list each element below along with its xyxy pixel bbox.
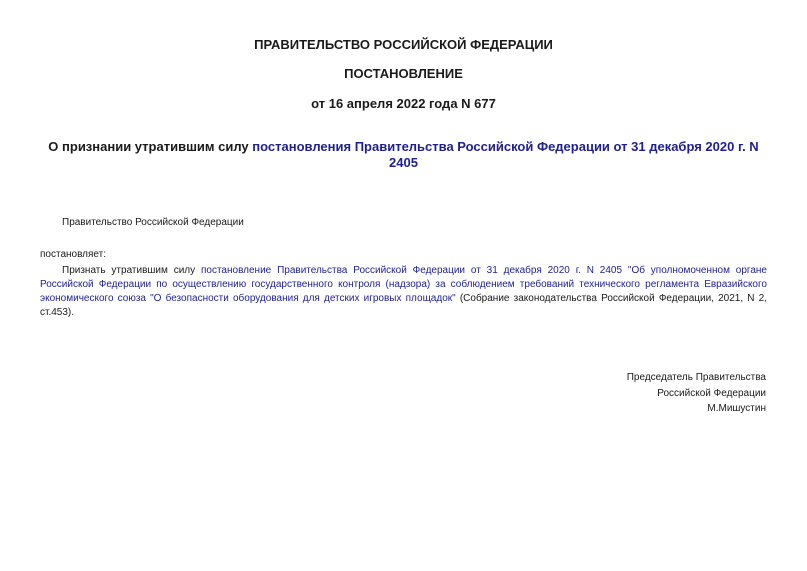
decision-link[interactable]: постановление Правительства Российской Федерации от 31 декабря 2020 г. N 2405 "Об уполномоченном органе Российской Федерации по осуществлению государственного контроля (надзора) за соблюдением требований технического регламента Евразийского экономического союза "О безопасности оборудования для детских игровых площадок": [40, 265, 767, 304]
document-type: ПОСТАНОВЛЕНИЕ: [344, 66, 463, 81]
decision-prefix: Признать утратившим силу: [62, 265, 201, 276]
resolves-line: постановляет:: [40, 249, 107, 260]
decision-paragraph: [40, 264, 767, 320]
signatory-name: М.Мишустин: [707, 403, 766, 414]
government-line: Правительство Российской Федерации: [62, 217, 244, 228]
document-date-number: от 16 апреля 2022 года N 677: [311, 96, 496, 111]
title-prefix: О признании утратившим силу: [48, 139, 253, 154]
document-title: [40, 139, 767, 171]
title-link[interactable]: постановления Правительства Российской Федерации от 31 декабря 2020 г. N 2405: [252, 139, 759, 170]
signatory-position-line1: Председатель Правительства: [626, 372, 766, 383]
government-header: ПРАВИТЕЛЬСТВО РОССИЙСКОЙ ФЕДЕРАЦИИ: [254, 37, 553, 52]
decision-suffix: (Собрание законодательства Российской Федерации, 2021, N 2, ст.453).: [40, 293, 768, 318]
signatory-position-line2: Российской Федерации: [657, 388, 766, 399]
